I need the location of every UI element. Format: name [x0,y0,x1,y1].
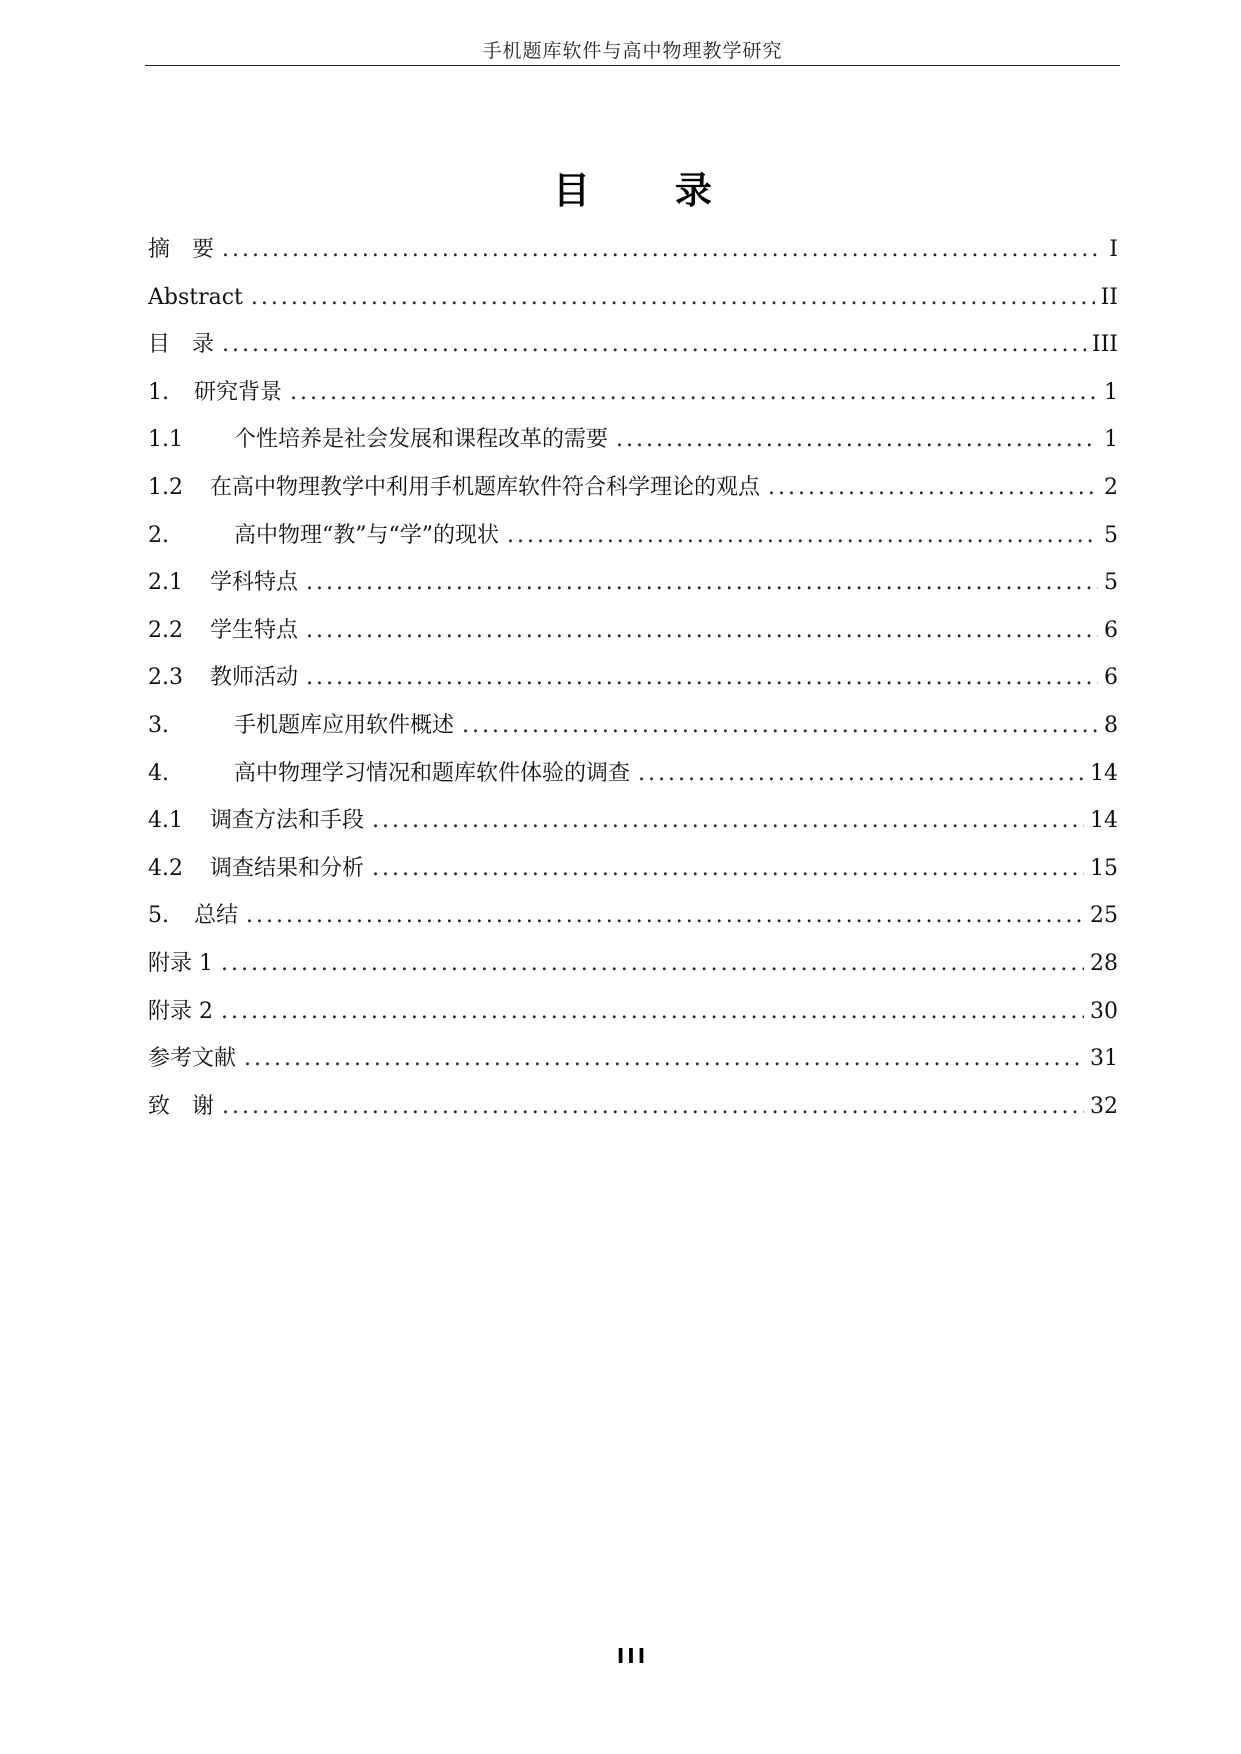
toc-entry-title: 个性培养是社会发展和课程改革的需要 [234,427,609,453]
toc-entry-title: 附录 1 [148,950,213,976]
toc-entry-number: 4. [148,760,169,786]
toc-entry-appendix-2[interactable] [148,988,1118,1036]
toc-title: 目 录 [553,169,748,212]
toc-entry-number: 5. [148,903,169,929]
toc-entry-page: 5 [1104,570,1118,596]
toc-entry-page: 2 [1104,474,1118,500]
toc-dot-leader [290,369,1098,417]
toc-entry-abstract-en[interactable] [148,274,1118,322]
toc-dot-leader [306,607,1098,655]
toc-entry-page: 1 [1104,379,1118,405]
toc-entry-title: 研究背景 [194,379,283,405]
toc-entry-title: 在高中物理教学中利用手机题库软件符合科学理论的观点 [210,474,761,500]
toc-entry-title: 摘 要 [148,237,215,262]
toc-entry-page: 14 [1090,760,1118,786]
toc-dot-leader [372,797,1084,845]
toc-entry-section-2-3[interactable] [148,654,1118,702]
toc-entry-section-1[interactable] [148,369,1118,417]
toc-entry-number: 1.2 [148,474,183,500]
toc-list [148,226,1118,1130]
toc-entry-number: 4.1 [148,808,183,834]
toc-entry-section-2-2[interactable] [148,607,1118,655]
toc-entry-title: 调查结果和分析 [210,855,365,881]
toc-entry-page: II [1100,284,1118,310]
toc-entry-number: 1. [148,379,169,405]
toc-entry-references[interactable] [148,1035,1118,1083]
toc-entry-title: 参考文献 [148,1046,237,1072]
toc-dot-leader [372,845,1084,893]
toc-entry-title: 学科特点 [210,570,299,596]
toc-entry-page: 14 [1090,808,1118,834]
header-rule [145,65,1120,66]
toc-entry-number: 3. [148,712,169,738]
toc-entry-number: 1.1 [148,427,183,453]
toc-entry-section-5[interactable] [148,892,1118,940]
toc-dot-leader [244,1035,1084,1083]
toc-dot-leader [222,321,1086,369]
toc-entry-title: 高中物理“教”与“学”的现状 [234,522,499,548]
toc-entry-title: 学生特点 [210,617,299,643]
toc-entry-section-2[interactable] [148,512,1118,560]
toc-entry-title: 附录 2 [148,998,213,1024]
toc-dot-leader [462,702,1098,750]
toc-entry-page: III [1091,332,1118,358]
toc-entry-section-2-1[interactable] [148,559,1118,607]
toc-entry-number: 2.2 [148,617,183,643]
toc-entry-page: 6 [1104,665,1118,691]
toc-entry-contents[interactable] [148,321,1118,369]
toc-entry-page: 5 [1104,522,1118,548]
toc-entry-page: 32 [1090,1093,1118,1119]
toc-entry-number: 2.3 [148,665,183,691]
toc-entry-section-4-2[interactable] [148,845,1118,893]
toc-dot-leader [306,654,1098,702]
toc-entry-section-4[interactable] [148,750,1118,798]
toc-entry-page: 25 [1090,903,1118,929]
toc-dot-leader [306,559,1098,607]
toc-entry-number: 4.2 [148,855,183,881]
toc-entry-section-1-2[interactable] [148,464,1118,512]
toc-entry-page: 8 [1104,712,1118,738]
toc-entry-appendix-1[interactable] [148,940,1118,988]
toc-entry-title: 高中物理学习情况和题库软件体验的调查 [234,760,631,786]
toc-entry-page: 1 [1104,427,1118,453]
toc-dot-leader [251,274,1095,322]
toc-entry-title: 目 录 [148,332,215,358]
toc-entry-title: 致 谢 [148,1093,215,1119]
toc-entry-title: 总结 [194,903,239,929]
toc-entry-page: 15 [1090,855,1118,881]
toc-dot-leader [246,892,1084,940]
toc-entry-section-4-1[interactable] [148,797,1118,845]
toc-dot-leader [616,416,1098,464]
toc-dot-leader [638,750,1084,798]
toc-entry-title: 调查方法和手段 [210,808,365,834]
running-header: 手机题库软件与高中物理教学研究 [482,40,783,62]
toc-dot-leader [221,988,1084,1036]
page-number: III [616,1644,649,1668]
toc-dot-leader [507,512,1098,560]
toc-entry-acknowledgements[interactable] [148,1083,1118,1131]
toc-entry-title: 手机题库应用软件概述 [234,712,455,738]
toc-entry-section-3[interactable] [148,702,1118,750]
toc-dot-leader [221,940,1084,988]
toc-entry-title: Abstract [148,284,243,310]
toc-dot-leader [768,464,1098,512]
toc-dot-leader [222,1083,1084,1131]
toc-entry-abstract-cn[interactable] [148,226,1118,274]
toc-entry-title: 教师活动 [210,665,299,691]
toc-entry-page: I [1109,237,1118,262]
toc-dot-leader [222,226,1103,274]
toc-entry-page: 6 [1104,617,1118,643]
toc-entry-number: 2.1 [148,570,183,596]
toc-entry-section-1-1[interactable] [148,416,1118,464]
toc-entry-page: 31 [1090,1046,1118,1072]
toc-entry-page: 28 [1090,950,1118,976]
toc-entry-page: 30 [1090,998,1118,1024]
toc-entry-number: 2. [148,522,169,548]
